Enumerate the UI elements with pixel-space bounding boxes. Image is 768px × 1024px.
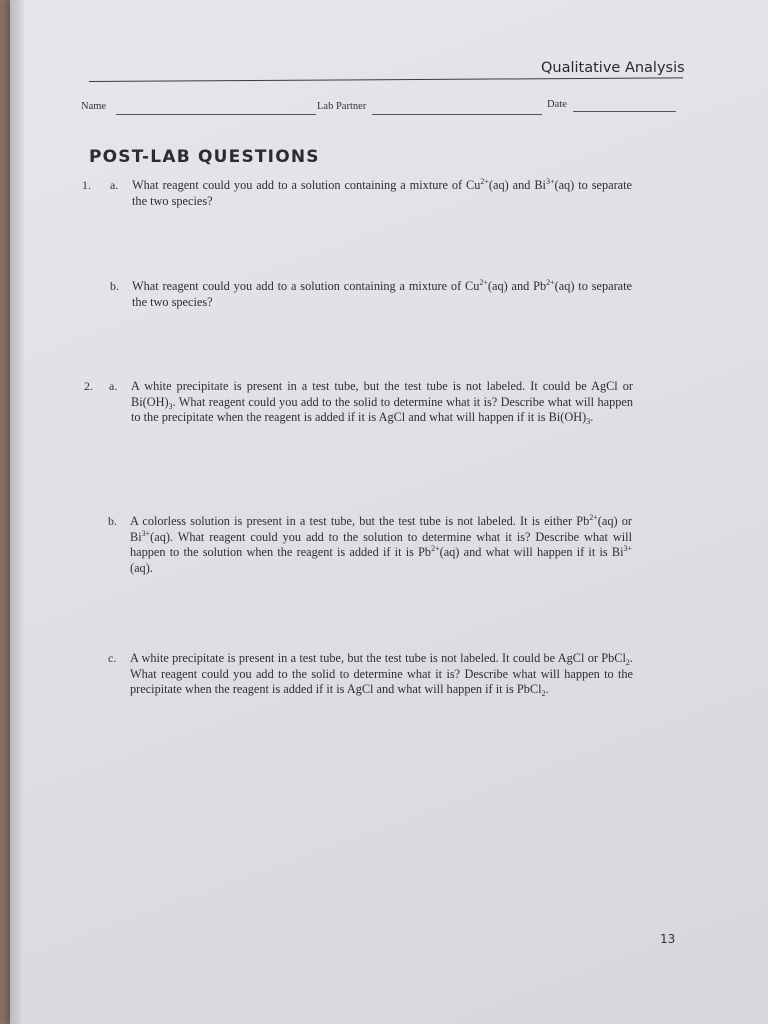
question-label: b.	[110, 279, 119, 293]
worksheet-page	[10, 0, 768, 1024]
question-label: a.	[110, 178, 119, 192]
lab-partner-line	[372, 114, 542, 115]
question-label: c.	[108, 651, 117, 665]
name-label: Name	[81, 101, 107, 112]
question-label: b.	[108, 514, 117, 528]
lab-partner-label: Lab Partner	[317, 101, 367, 112]
name-line	[116, 114, 316, 115]
section-title: POST-LAB QUESTIONS	[89, 147, 320, 167]
question-number: 1.	[82, 178, 91, 192]
question-1a-text: What reagent could you add to a solution containing a mixture of $Cu^{2+}(aq)$ and $Bi^{3+}(aq)$ to separate the two species?	[132, 177, 632, 208]
question-1b-text: What reagent could you add to a solution containing a mixture of $Cu^{2+}(aq)$ and $Pb^{2+}(aq)$ to separate the two species?	[132, 278, 632, 309]
page-number: 13	[660, 932, 676, 946]
date-label: Date	[547, 99, 567, 110]
header-title: Qualitative Analysis	[541, 60, 685, 76]
page-edge-shadow	[10, 0, 24, 1024]
question-label: a.	[109, 379, 118, 393]
question-2a-text: A white precipitate is present in a test tube, but the test tube is not labeled. It could be AgCl or $Bi(OH)_3$. What reagent could you add to the solid to determine what it is? Describe what will happen to the precipitate when the reagent is added if it is AgCl and what will happen if it is $Bi(OH)_3$.	[131, 379, 633, 426]
header-rule	[89, 77, 683, 82]
date-line	[573, 111, 676, 112]
question-number: 2.	[84, 379, 93, 393]
question-2c-text: A white precipitate is present in a test tube, but the test tube is not labeled. It could be AgCl or PbCl$_2$. What reagent could you add to the solid to determine what it is? Describe what will happen to the precipitate when the reagent is added if it is AgCl and what will happen if it is PbCl$_2$.	[130, 651, 633, 698]
question-2b-text: A colorless solution is present in a test tube, but the test tube is not labeled. It is either $Pb^{2+}(aq)$ or $Bi^{3+}(aq)$. What reagent could you add to the solution to determine what it is? Describe what will happen to the solution when the reagent is added if it is $Pb^{2+}(aq)$ and what will happen if it is $Bi^{3+}(aq)$.	[130, 513, 632, 575]
